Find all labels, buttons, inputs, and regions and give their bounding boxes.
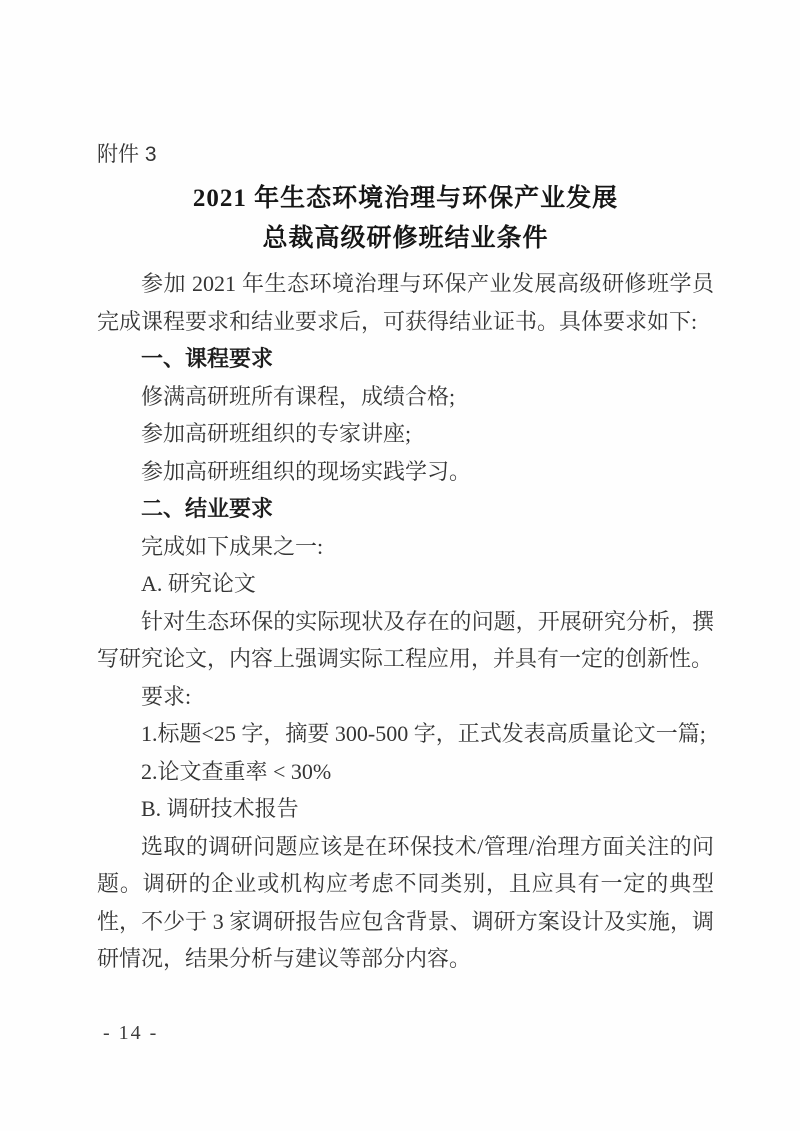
- completion-lead: 完成如下成果之一:: [141, 533, 324, 559]
- document-title-line-2: 总裁高级研修班结业条件: [262, 225, 549, 252]
- page-number: - 14 -: [103, 1022, 159, 1044]
- attachment-label: 附件 3: [97, 143, 157, 166]
- document-title-line-1: 2021 年生态环境治理与环保产业发展: [192, 185, 619, 212]
- option-a-requirements-label: 要求:: [141, 683, 192, 709]
- option-b-description: 选取的调研问题应该是在环保技术/管理/治理方面关注的问题。调研的企业或机构应考虑不同类别，且应具有一定的典型性，不少于 3 家调研报告应包含背景、调研方案设计及实施，调研情况，结果分析与建议等部分内容。: [97, 833, 714, 971]
- intro-paragraph: 参加 2021 年生态环境治理与环保产业发展高级研修班学员完成课程要求和结业要求后，可获得结业证书。具体要求如下:: [97, 271, 714, 334]
- section-2-heading: 二、结业要求: [141, 496, 274, 521]
- section-1-heading: 一、课程要求: [141, 346, 274, 371]
- option-a-description: 针对生态环保的实际现状及存在的问题，开展研究分析，撰写研究论文，内容上强调实际工程应用，并具有一定的创新性。: [97, 608, 714, 671]
- option-b-label: B. 调研技术报告: [141, 796, 299, 821]
- course-requirement-item-3: 参加高研班组织的现场实践学习。: [141, 458, 472, 484]
- option-a-requirement-item-1: 1.标题<25 字，摘要 300-500 字，正式发表高质量论文一篇;: [141, 721, 706, 746]
- document-title: [97, 179, 714, 259]
- course-requirement-item-1: 修满高研班所有课程，成绩合格;: [141, 383, 456, 409]
- option-a-requirement-item-2: 2.论文查重率 < 30%: [141, 758, 332, 784]
- course-requirement-item-2: 参加高研班组织的专家讲座;: [141, 421, 412, 446]
- document-content: [97, 141, 714, 978]
- option-a-label: A. 研究论文: [141, 571, 256, 596]
